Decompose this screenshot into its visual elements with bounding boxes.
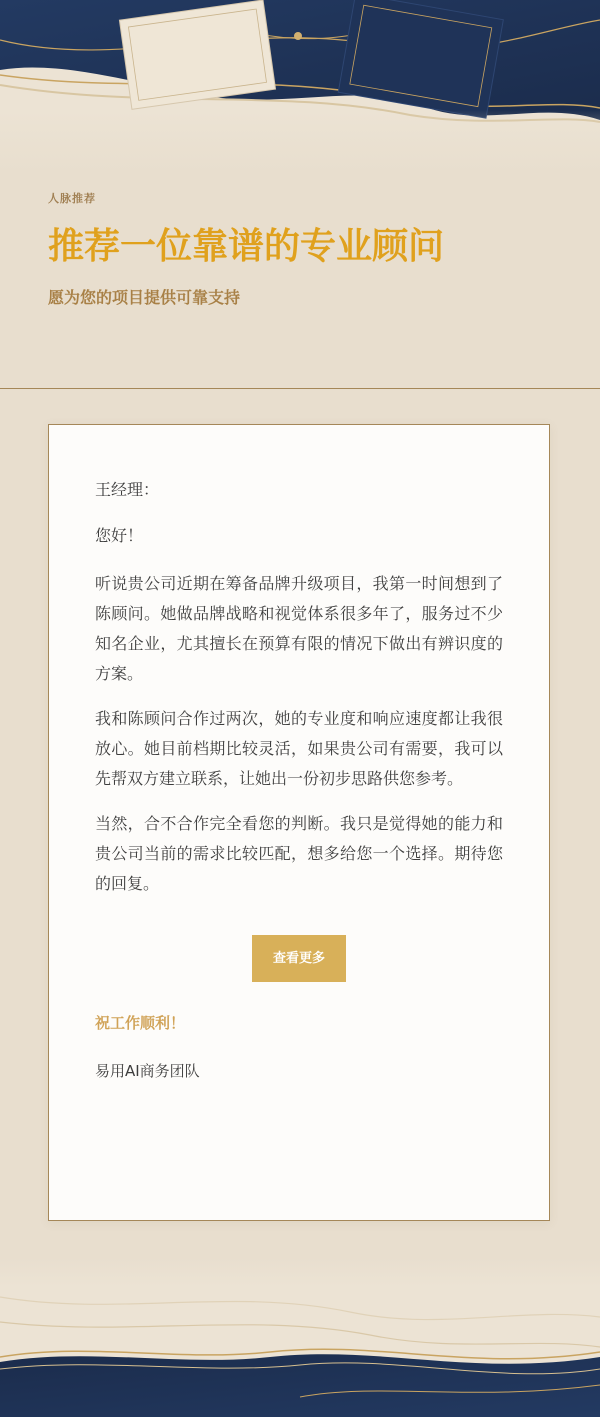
letter-closing: 祝工作顺利！ [95, 1014, 186, 1032]
letter-paragraph: 我和陈顾问合作过两次，她的专业度和响应速度都让我很放心。她目前档期比较灵活，如果贵公司有需要，我可以先帮双方建立联系，让她出一份初步思路供您参考。 [95, 709, 503, 788]
top-decorative-banner [0, 0, 600, 175]
cta-container [95, 935, 503, 982]
eyebrow-label: 人脉推荐 [48, 192, 96, 205]
letter-signature: 易用AI商务团队 [95, 1062, 200, 1080]
bottom-decorative-banner [0, 1257, 600, 1417]
letter-paragraph: 当然，合不合作完全看您的判断。我只是觉得她的能力和贵公司当前的需求比较匹配，想多给您一个选择。期待您的回复。 [95, 814, 503, 893]
letter-salutation: 王经理： [95, 480, 160, 499]
view-more-button[interactable]: 查看更多 [252, 935, 346, 982]
header-section [48, 190, 568, 308]
bottom-banner-illustration [0, 1257, 600, 1417]
header-divider [0, 388, 600, 389]
page-title: 推荐一位靠谱的专业顾问 [48, 226, 445, 267]
letter-paragraph: 听说贵公司近期在筹备品牌升级项目，我第一时间想到了陈顾问。她做品牌战略和视觉体系很多年了，服务过不少知名企业，尤其擅长在预算有限的情况下做出有辨识度的方案。 [95, 574, 503, 683]
page-subtitle: 愿为您的项目提供可靠支持 [48, 288, 241, 308]
top-banner-illustration [0, 0, 600, 175]
letter-card [48, 424, 550, 1221]
letter-greeting: 您好！ [95, 526, 144, 545]
